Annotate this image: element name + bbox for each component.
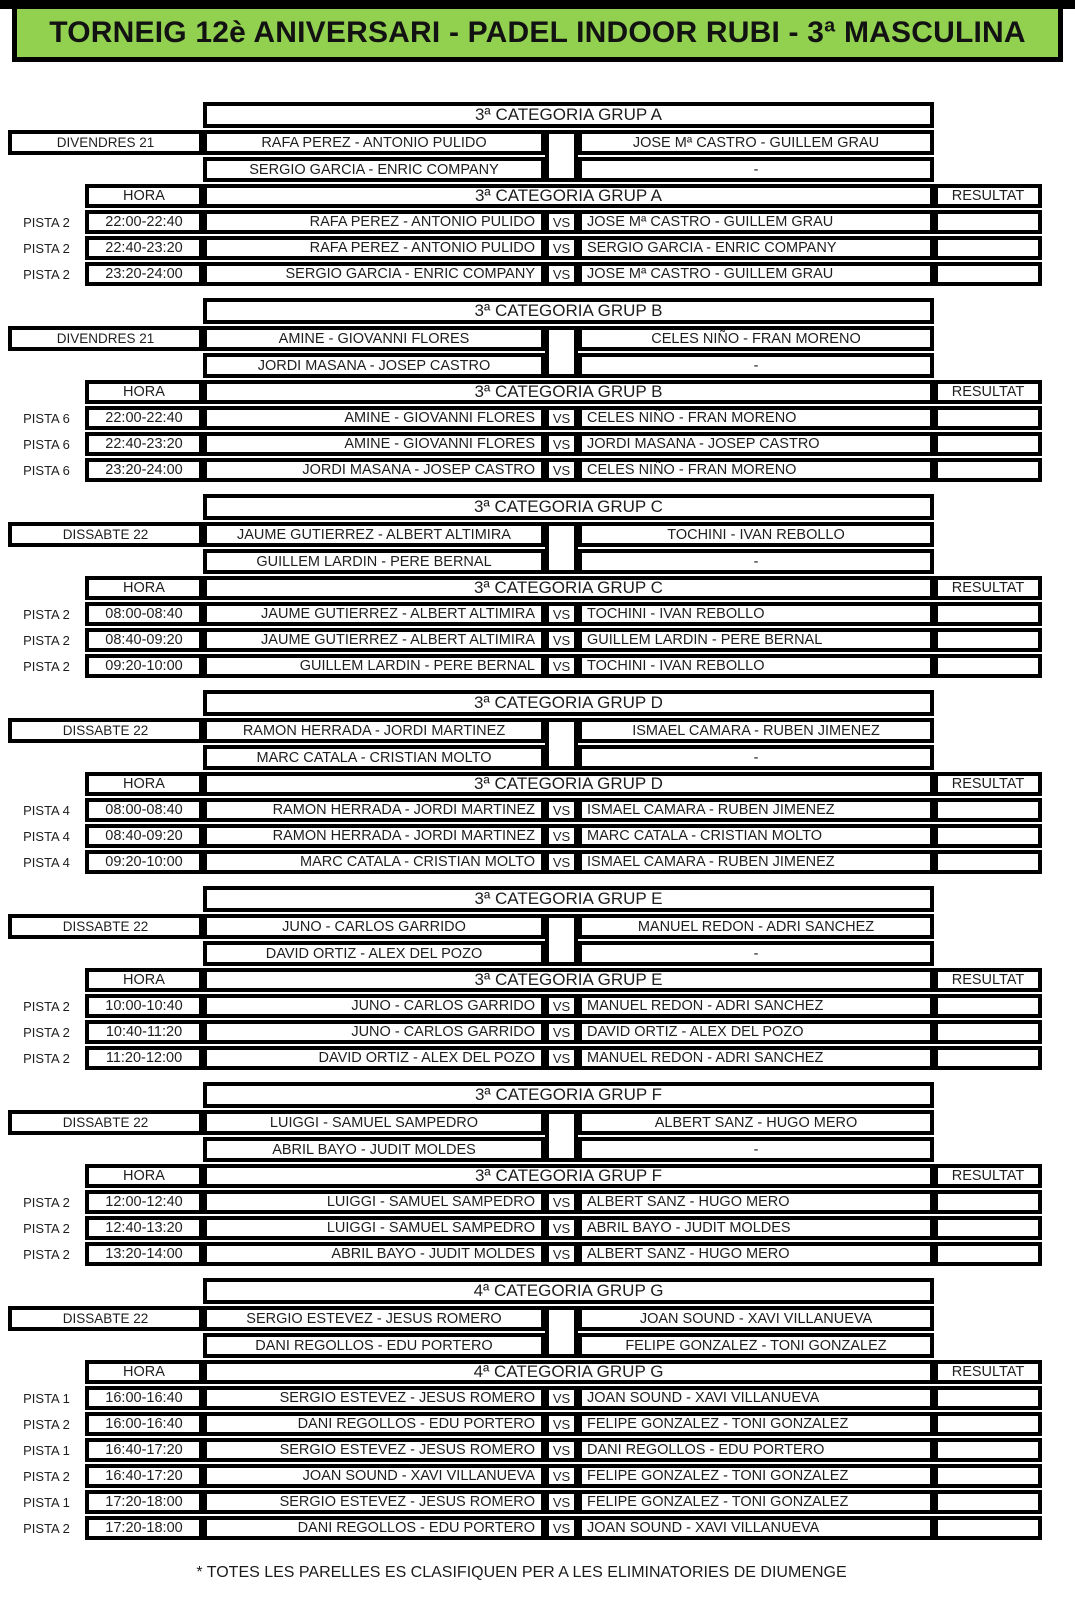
team2-cell: JORDI MASANA - JOSEP CASTRO [578, 432, 934, 456]
pista-label: PISTA 2 [23, 632, 70, 648]
schedule-header-row [8, 1164, 1075, 1188]
pair-left-2-cell: SERGIO GARCIA - ENRIC COMPANY [203, 157, 545, 182]
pair-left-2-cell: JORDI MASANA - JOSEP CASTRO [203, 353, 545, 378]
match-row [8, 406, 1075, 430]
team2-cell: ALBERT SANZ - HUGO MERO [578, 1242, 934, 1266]
result-cell [934, 1412, 1042, 1436]
match-row [8, 1438, 1075, 1462]
vs-label: VS [545, 1516, 578, 1540]
schedule-group-title: 4ª CATEGORIA GRUP G [203, 1360, 934, 1384]
pista-label: PISTA 4 [23, 854, 70, 870]
pista-label: PISTA 1 [23, 1494, 70, 1510]
team1-cell: ABRIL BAYO - JUDIT MOLDES [203, 1242, 545, 1266]
schedule-group-title: 3ª CATEGORIA GRUP C [203, 576, 934, 600]
day-cell: DIVENDRES 21 [8, 130, 203, 155]
result-cell [934, 236, 1042, 260]
hora-header: HORA [85, 1164, 203, 1188]
result-cell [934, 798, 1042, 822]
day-cell: DISSABTE 22 [8, 718, 203, 743]
hora-header: HORA [85, 380, 203, 404]
day-cell: DISSABTE 22 [8, 914, 203, 939]
team1-cell: SERGIO ESTEVEZ - JESUS ROMERO [203, 1438, 545, 1462]
footer-note: * TOTES LES PARELLES ES CLASIFIQUEN PER A LES ELIMINATORIES DE DIUMENGE [196, 1564, 847, 1581]
schedule-header-row [8, 968, 1075, 992]
match-row [8, 1242, 1075, 1266]
result-cell [934, 1516, 1042, 1540]
team2-cell: TOCHINI - IVAN REBOLLO [578, 654, 934, 678]
pista-label: PISTA 2 [23, 1520, 70, 1536]
pair-right-1-cell: TOCHINI - IVAN REBOLLO [578, 522, 934, 547]
pair-right-2-cell: FELIPE GONZALEZ - TONI GONZALEZ [578, 1333, 934, 1358]
pair-left-2-cell: ABRIL BAYO - JUDIT MOLDES [203, 1137, 545, 1162]
result-cell [934, 262, 1042, 286]
schedule-group-title: 3ª CATEGORIA GRUP D [203, 772, 934, 796]
match-list [8, 1190, 1075, 1266]
time-cell: 08:00-08:40 [85, 798, 203, 822]
time-cell: 22:00-22:40 [85, 406, 203, 430]
vs-label: VS [545, 824, 578, 848]
match-row [8, 654, 1075, 678]
hora-header: HORA [85, 968, 203, 992]
time-cell: 13:20-14:00 [85, 1242, 203, 1266]
match-row [8, 1412, 1075, 1436]
match-row [8, 1216, 1075, 1240]
pair-right-2-cell: - [578, 549, 934, 574]
team1-cell: MARC CATALA - CRISTIAN MOLTO [203, 850, 545, 874]
resultat-header: RESULTAT [934, 1360, 1042, 1384]
group-title: 3ª CATEGORIA GRUP D [203, 690, 934, 716]
pista-label: PISTA 6 [23, 436, 70, 452]
vs-label: VS [545, 1464, 578, 1488]
mid-separator-cell [545, 326, 578, 378]
schedule-header-row [8, 380, 1075, 404]
pista-spacer [8, 772, 85, 796]
team2-cell: CELES NIÑO - FRAN MORENO [578, 406, 934, 430]
team1-cell: DANI REGOLLOS - EDU PORTERO [203, 1516, 545, 1540]
vs-label: VS [545, 432, 578, 456]
group-title: 3ª CATEGORIA GRUP A [203, 102, 934, 128]
team2-cell: MANUEL REDON - ADRI SANCHEZ [578, 1046, 934, 1070]
team1-cell: SERGIO GARCIA - ENRIC COMPANY [203, 262, 545, 286]
vs-label: VS [545, 602, 578, 626]
result-cell [934, 1464, 1042, 1488]
pista-spacer [8, 184, 85, 208]
team2-cell: MARC CATALA - CRISTIAN MOLTO [578, 824, 934, 848]
vs-label: VS [545, 1242, 578, 1266]
time-cell: 12:00-12:40 [85, 1190, 203, 1214]
match-row [8, 210, 1075, 234]
result-cell [934, 1242, 1042, 1266]
mid-separator-cell [545, 1306, 578, 1358]
team1-cell: JUNO - CARLOS GARRIDO [203, 1020, 545, 1044]
pair-right-2-cell: - [578, 941, 934, 966]
pista-label: PISTA 2 [23, 1194, 70, 1210]
team1-cell: JAUME GUTIERREZ - ALBERT ALTIMIRA [203, 628, 545, 652]
team1-cell: AMINE - GIOVANNI FLORES [203, 432, 545, 456]
team1-cell: RAMON HERRADA - JORDI MARTINEZ [203, 798, 545, 822]
team2-cell: JOAN SOUND - XAVI VILLANUEVA [578, 1386, 934, 1410]
result-cell [934, 1190, 1042, 1214]
vs-label: VS [545, 210, 578, 234]
resultat-header: RESULTAT [934, 968, 1042, 992]
match-row [8, 1516, 1075, 1540]
team2-cell: TOCHINI - IVAN REBOLLO [578, 602, 934, 626]
hora-header: HORA [85, 772, 203, 796]
time-cell: 22:40-23:20 [85, 236, 203, 260]
team1-cell: JAUME GUTIERREZ - ALBERT ALTIMIRA [203, 602, 545, 626]
mid-separator-cell [545, 130, 578, 182]
pista-label: PISTA 2 [23, 1246, 70, 1262]
pair-left-2-cell: GUILLEM LARDIN - PERE BERNAL [203, 549, 545, 574]
result-cell [934, 994, 1042, 1018]
vs-label: VS [545, 236, 578, 260]
hora-header: HORA [85, 576, 203, 600]
pair-left-1-cell: JAUME GUTIERREZ - ALBERT ALTIMIRA [203, 522, 545, 547]
vs-label: VS [545, 1020, 578, 1044]
group-block [8, 886, 1075, 1070]
pista-label: PISTA 1 [23, 1442, 70, 1458]
match-row [8, 1386, 1075, 1410]
day-cell: DIVENDRES 21 [8, 326, 203, 351]
team2-cell: ABRIL BAYO - JUDIT MOLDES [578, 1216, 934, 1240]
schedule-group-title: 3ª CATEGORIA GRUP E [203, 968, 934, 992]
schedule-group-title: 3ª CATEGORIA GRUP F [203, 1164, 934, 1188]
match-row [8, 262, 1075, 286]
vs-label: VS [545, 850, 578, 874]
team2-cell: ALBERT SANZ - HUGO MERO [578, 1190, 934, 1214]
group-pairs [8, 718, 1075, 770]
groups-container [0, 102, 1075, 1540]
team2-cell: ISMAEL CAMARA - RUBEN JIMENEZ [578, 798, 934, 822]
pair-right-2-cell: - [578, 745, 934, 770]
match-row [8, 236, 1075, 260]
team1-cell: DAVID ORTIZ - ALEX DEL POZO [203, 1046, 545, 1070]
group-title: 3ª CATEGORIA GRUP E [203, 886, 934, 912]
pair-right-2-cell: - [578, 1137, 934, 1162]
team2-cell: DANI REGOLLOS - EDU PORTERO [578, 1438, 934, 1462]
group-block [8, 298, 1075, 482]
team1-cell: JOAN SOUND - XAVI VILLANUEVA [203, 1464, 545, 1488]
time-cell: 23:20-24:00 [85, 262, 203, 286]
pista-label: PISTA 4 [23, 828, 70, 844]
result-cell [934, 824, 1042, 848]
mid-separator-cell [545, 914, 578, 966]
pista-label: PISTA 2 [23, 1024, 70, 1040]
match-row [8, 1464, 1075, 1488]
vs-label: VS [545, 1412, 578, 1436]
match-row [8, 458, 1075, 482]
group-pairs [8, 326, 1075, 378]
team1-cell: SERGIO ESTEVEZ - JESUS ROMERO [203, 1490, 545, 1514]
match-list [8, 602, 1075, 678]
team2-cell: CELES NIÑO - FRAN MORENO [578, 458, 934, 482]
time-cell: 09:20-10:00 [85, 850, 203, 874]
team1-cell: LUIGGI - SAMUEL SAMPEDRO [203, 1216, 545, 1240]
team2-cell: FELIPE GONZALEZ - TONI GONZALEZ [578, 1464, 934, 1488]
time-cell: 17:20-18:00 [85, 1516, 203, 1540]
group-block [8, 690, 1075, 874]
match-row [8, 798, 1075, 822]
match-row [8, 602, 1075, 626]
result-cell [934, 458, 1042, 482]
resultat-header: RESULTAT [934, 184, 1042, 208]
pista-spacer [8, 380, 85, 404]
match-list [8, 798, 1075, 874]
resultat-header: RESULTAT [934, 380, 1042, 404]
vs-label: VS [545, 654, 578, 678]
match-row [8, 1490, 1075, 1514]
pista-label: PISTA 2 [23, 1220, 70, 1236]
time-cell: 10:40-11:20 [85, 1020, 203, 1044]
time-cell: 22:00-22:40 [85, 210, 203, 234]
hora-header: HORA [85, 184, 203, 208]
mid-separator-cell [545, 1110, 578, 1162]
match-list [8, 1386, 1075, 1540]
result-cell [934, 1046, 1042, 1070]
match-row [8, 628, 1075, 652]
match-list [8, 406, 1075, 482]
team1-cell: JORDI MASANA - JOSEP CASTRO [203, 458, 545, 482]
team1-cell: DANI REGOLLOS - EDU PORTERO [203, 1412, 545, 1436]
day-cell: DISSABTE 22 [8, 1306, 203, 1331]
group-pairs [8, 914, 1075, 966]
mid-separator-cell [545, 522, 578, 574]
group-title: 4ª CATEGORIA GRUP G [203, 1278, 934, 1304]
pista-label: PISTA 2 [23, 266, 70, 282]
pair-right-1-cell: JOSE Mª CASTRO - GUILLEM GRAU [578, 130, 934, 155]
result-cell [934, 432, 1042, 456]
pista-label: PISTA 6 [23, 410, 70, 426]
team1-cell: AMINE - GIOVANNI FLORES [203, 406, 545, 430]
team2-cell: DAVID ORTIZ - ALEX DEL POZO [578, 1020, 934, 1044]
schedule-header-row [8, 576, 1075, 600]
team2-cell: JOSE Mª CASTRO - GUILLEM GRAU [578, 262, 934, 286]
group-pairs [8, 1306, 1075, 1358]
time-cell: 08:00-08:40 [85, 602, 203, 626]
resultat-header: RESULTAT [934, 1164, 1042, 1188]
tournament-title-banner [12, 9, 1063, 62]
pair-right-1-cell: ALBERT SANZ - HUGO MERO [578, 1110, 934, 1135]
pista-label: PISTA 1 [23, 1390, 70, 1406]
pair-left-1-cell: SERGIO ESTEVEZ - JESUS ROMERO [203, 1306, 545, 1331]
vs-label: VS [545, 798, 578, 822]
pista-label: PISTA 2 [23, 214, 70, 230]
team2-cell: ISMAEL CAMARA - RUBEN JIMENEZ [578, 850, 934, 874]
time-cell: 10:00-10:40 [85, 994, 203, 1018]
result-cell [934, 850, 1042, 874]
result-cell [934, 210, 1042, 234]
vs-label: VS [545, 1216, 578, 1240]
result-cell [934, 602, 1042, 626]
vs-label: VS [545, 1438, 578, 1462]
result-cell [934, 1386, 1042, 1410]
resultat-header: RESULTAT [934, 576, 1042, 600]
match-row [8, 432, 1075, 456]
pista-label: PISTA 4 [23, 802, 70, 818]
time-cell: 16:40-17:20 [85, 1438, 203, 1462]
group-pairs [8, 130, 1075, 182]
time-cell: 16:00-16:40 [85, 1386, 203, 1410]
schedule-group-title: 3ª CATEGORIA GRUP A [203, 184, 934, 208]
pista-label: PISTA 2 [23, 1050, 70, 1066]
vs-label: VS [545, 1386, 578, 1410]
pair-left-2-cell: MARC CATALA - CRISTIAN MOLTO [203, 745, 545, 770]
pair-right-2-cell: - [578, 157, 934, 182]
group-block [8, 494, 1075, 678]
team2-cell: MANUEL REDON - ADRI SANCHEZ [578, 994, 934, 1018]
group-block [8, 1278, 1075, 1540]
mid-separator-cell [545, 718, 578, 770]
team1-cell: RAFA PEREZ - ANTONIO PULIDO [203, 210, 545, 234]
team1-cell: JUNO - CARLOS GARRIDO [203, 994, 545, 1018]
vs-label: VS [545, 458, 578, 482]
pista-label: PISTA 2 [23, 658, 70, 674]
pair-left-2-cell: DANI REGOLLOS - EDU PORTERO [203, 1333, 545, 1358]
group-block [8, 1082, 1075, 1266]
match-row [8, 1046, 1075, 1070]
time-cell: 17:20-18:00 [85, 1490, 203, 1514]
team1-cell: SERGIO ESTEVEZ - JESUS ROMERO [203, 1386, 545, 1410]
match-row [8, 1020, 1075, 1044]
group-title: 3ª CATEGORIA GRUP C [203, 494, 934, 520]
schedule-header-row [8, 1360, 1075, 1384]
time-cell: 09:20-10:00 [85, 654, 203, 678]
pair-right-1-cell: CELES NIÑO - FRAN MORENO [578, 326, 934, 351]
hora-header: HORA [85, 1360, 203, 1384]
schedule-header-row [8, 184, 1075, 208]
pista-label: PISTA 2 [23, 1468, 70, 1484]
pair-right-1-cell: ISMAEL CAMARA - RUBEN JIMENEZ [578, 718, 934, 743]
top-black-bar [0, 0, 1075, 9]
time-cell: 16:40-17:20 [85, 1464, 203, 1488]
vs-label: VS [545, 1046, 578, 1070]
pair-left-1-cell: JUNO - CARLOS GARRIDO [203, 914, 545, 939]
team2-cell: JOSE Mª CASTRO - GUILLEM GRAU [578, 210, 934, 234]
match-row [8, 824, 1075, 848]
vs-label: VS [545, 628, 578, 652]
match-row [8, 850, 1075, 874]
vs-label: VS [545, 994, 578, 1018]
result-cell [934, 628, 1042, 652]
day-cell: DISSABTE 22 [8, 1110, 203, 1135]
team1-cell: GUILLEM LARDIN - PERE BERNAL [203, 654, 545, 678]
pista-label: PISTA 2 [23, 998, 70, 1014]
result-cell [934, 1020, 1042, 1044]
time-cell: 23:20-24:00 [85, 458, 203, 482]
vs-label: VS [545, 406, 578, 430]
pista-label: PISTA 2 [23, 606, 70, 622]
team2-cell: FELIPE GONZALEZ - TONI GONZALEZ [578, 1490, 934, 1514]
pista-spacer [8, 968, 85, 992]
time-cell: 08:40-09:20 [85, 824, 203, 848]
team1-cell: LUIGGI - SAMUEL SAMPEDRO [203, 1190, 545, 1214]
schedule-header-row [8, 772, 1075, 796]
group-block [8, 102, 1075, 286]
team2-cell: FELIPE GONZALEZ - TONI GONZALEZ [578, 1412, 934, 1436]
group-pairs [8, 522, 1075, 574]
group-title: 3ª CATEGORIA GRUP F [203, 1082, 934, 1108]
pair-left-1-cell: RAMON HERRADA - JORDI MARTINEZ [203, 718, 545, 743]
team1-cell: RAMON HERRADA - JORDI MARTINEZ [203, 824, 545, 848]
pair-left-1-cell: LUIGGI - SAMUEL SAMPEDRO [203, 1110, 545, 1135]
pair-left-2-cell: DAVID ORTIZ - ALEX DEL POZO [203, 941, 545, 966]
team2-cell: SERGIO GARCIA - ENRIC COMPANY [578, 236, 934, 260]
pista-spacer [8, 1164, 85, 1188]
vs-label: VS [545, 262, 578, 286]
pair-left-1-cell: RAFA PEREZ - ANTONIO PULIDO [203, 130, 545, 155]
vs-label: VS [545, 1190, 578, 1214]
schedule-group-title: 3ª CATEGORIA GRUP B [203, 380, 934, 404]
time-cell: 12:40-13:20 [85, 1216, 203, 1240]
pair-right-1-cell: JOAN SOUND - XAVI VILLANUEVA [578, 1306, 934, 1331]
match-list [8, 994, 1075, 1070]
team2-cell: JOAN SOUND - XAVI VILLANUEVA [578, 1516, 934, 1540]
resultat-header: RESULTAT [934, 772, 1042, 796]
team1-cell: RAFA PEREZ - ANTONIO PULIDO [203, 236, 545, 260]
pista-label: PISTA 2 [23, 240, 70, 256]
pair-right-2-cell: - [578, 353, 934, 378]
pista-spacer [8, 1360, 85, 1384]
time-cell: 11:20-12:00 [85, 1046, 203, 1070]
match-list [8, 210, 1075, 286]
pista-label: PISTA 2 [23, 1416, 70, 1432]
result-cell [934, 1490, 1042, 1514]
match-row [8, 1190, 1075, 1214]
pair-left-1-cell: AMINE - GIOVANNI FLORES [203, 326, 545, 351]
group-pairs [8, 1110, 1075, 1162]
pista-label: PISTA 6 [23, 462, 70, 478]
pair-right-1-cell: MANUEL REDON - ADRI SANCHEZ [578, 914, 934, 939]
team2-cell: GUILLEM LARDIN - PERE BERNAL [578, 628, 934, 652]
time-cell: 22:40-23:20 [85, 432, 203, 456]
result-cell [934, 1216, 1042, 1240]
time-cell: 16:00-16:40 [85, 1412, 203, 1436]
page-title: TORNEIG 12è ANIVERSARI - PADEL INDOOR RUBI - 3ª MASCULINA [49, 16, 1026, 49]
day-cell: DISSABTE 22 [8, 522, 203, 547]
result-cell [934, 1438, 1042, 1462]
pista-spacer [8, 576, 85, 600]
vs-label: VS [545, 1490, 578, 1514]
result-cell [934, 406, 1042, 430]
result-cell [934, 654, 1042, 678]
match-row [8, 994, 1075, 1018]
time-cell: 08:40-09:20 [85, 628, 203, 652]
group-title: 3ª CATEGORIA GRUP B [203, 298, 934, 324]
